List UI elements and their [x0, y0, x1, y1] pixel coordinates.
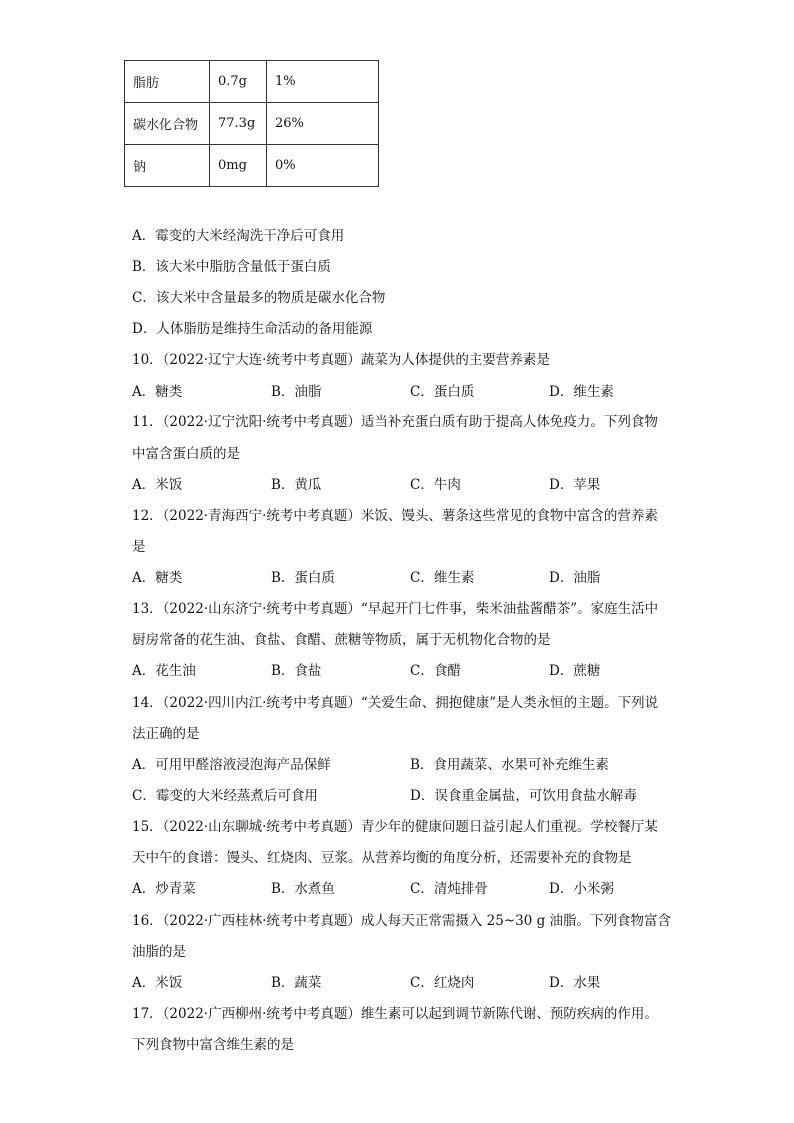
question-15-stem: 15．（2022·山东聊城·统考中考真题）青少年的健康问题日益引起人们重视。学校餐厅某 — [132, 819, 658, 835]
question-17-stem-cont: 下列食物中富含维生素的是 — [132, 1037, 294, 1053]
q9-option-b: B．该大米中脂肪含量低于蛋白质 — [132, 259, 331, 275]
q15-option-d: D．小米粥 — [549, 881, 614, 897]
q14-option-a: A．可用甲醛溶液浸泡海产品保鲜 — [132, 757, 331, 773]
q14-option-d: D．误食重金属盐，可饮用食盐水解毒 — [410, 788, 637, 804]
table-cell: 0.7g — [210, 61, 267, 103]
table-cell: 0% — [267, 145, 379, 187]
table-cell: 77.3g — [210, 103, 267, 145]
question-11-stem: 11．（2022·辽宁沈阳·统考中考真题）适当补充蛋白质有助于提高人体免疫力。下列食物 — [132, 414, 658, 430]
question-11-stem-cont: 中富含蛋白质的是 — [132, 446, 240, 462]
q12-option-b: B．蛋白质 — [271, 570, 335, 586]
question-17-stem: 17．（2022·广西柳州·统考中考真题）维生素可以起到调节新陈代谢、预防疾病的作用。 — [132, 1006, 658, 1022]
table-cell: 1% — [267, 61, 379, 103]
q11-option-d: D．苹果 — [549, 477, 601, 493]
q15-option-a: A．炒青菜 — [132, 881, 196, 897]
q13-option-a: A．花生油 — [132, 663, 196, 679]
nutrition-table — [124, 60, 379, 187]
question-14-stem: 14．（2022·四川内江·统考中考真题）“关爱生命、拥抱健康”是人类永恒的主题。下列说 — [132, 695, 659, 711]
table-cell: 26% — [267, 103, 379, 145]
q12-option-c: C．维生素 — [410, 570, 475, 586]
q9-option-d: D．人体脂肪是维持生命活动的备用能源 — [132, 321, 373, 337]
q13-option-c: C．食醋 — [410, 663, 461, 679]
q9-option-c: C．该大米中含量最多的物质是碳水化合物 — [132, 290, 386, 306]
q10-option-d: D．维生素 — [549, 384, 614, 400]
q12-option-a: A．糖类 — [132, 570, 183, 586]
table-row — [125, 61, 379, 103]
q16-option-c: C．红烧肉 — [410, 975, 475, 991]
q11-option-a: A．米饭 — [132, 477, 183, 493]
table-cell: 钠 — [125, 145, 210, 187]
q9-option-a: A．霉变的大米经淘洗干净后可食用 — [132, 228, 345, 244]
q11-option-b: B．黄瓜 — [271, 477, 322, 493]
table-cell: 0mg — [210, 145, 267, 187]
q11-option-c: C．牛肉 — [410, 477, 461, 493]
question-16-stem-cont: 油脂的是 — [132, 944, 186, 960]
question-15-stem-cont: 天中午的食谱：馒头、红烧肉、豆浆。从营养均衡的角度分析，还需要补充的食物是 — [132, 850, 632, 866]
q14-option-b: B．食用蔬菜、水果可补充维生素 — [410, 757, 609, 773]
q10-option-a: A．糖类 — [132, 384, 183, 400]
table-cell: 脂肪 — [125, 61, 210, 103]
question-13-stem: 13．（2022·山东济宁·统考中考真题）“早起开门七件事，柴米油盐酱醋茶”。家庭生活中 — [132, 601, 659, 617]
table-cell: 碳水化合物 — [125, 103, 210, 145]
q13-option-b: B．食盐 — [271, 663, 322, 679]
q14-option-c: C．霉变的大米经蒸煮后可食用 — [132, 788, 318, 804]
table-row — [125, 103, 379, 145]
question-12-stem-cont: 是 — [132, 539, 146, 555]
table-row — [125, 145, 379, 187]
q10-option-c: C．蛋白质 — [410, 384, 475, 400]
question-12-stem: 12．（2022·青海西宁·统考中考真题）米饭、馒头、薯条这些常见的食物中富含的营养素 — [132, 508, 658, 524]
question-14-stem-cont: 法正确的是 — [132, 726, 200, 742]
q16-option-a: A．米饭 — [132, 975, 183, 991]
q12-option-d: D．油脂 — [549, 570, 601, 586]
question-16-stem: 16．（2022·广西桂林·统考中考真题）成人每天正常需摄入 25~30 g 油脂。下列食物富含 — [132, 913, 672, 929]
q16-option-d: D．水果 — [549, 975, 601, 991]
q16-option-b: B．蔬菜 — [271, 975, 322, 991]
q15-option-b: B．水煮鱼 — [271, 881, 335, 897]
question-10-stem: 10．（2022·辽宁大连·统考中考真题）蔬菜为人体提供的主要营养素是 — [132, 352, 550, 368]
q10-option-b: B．油脂 — [271, 384, 322, 400]
question-13-stem-cont: 厨房常备的花生油、食盐、食醋、蔗糖等物质，属于无机物化合物的是 — [132, 632, 551, 648]
q15-option-c: C．清炖排骨 — [410, 881, 488, 897]
q13-option-d: D．蔗糖 — [549, 663, 601, 679]
